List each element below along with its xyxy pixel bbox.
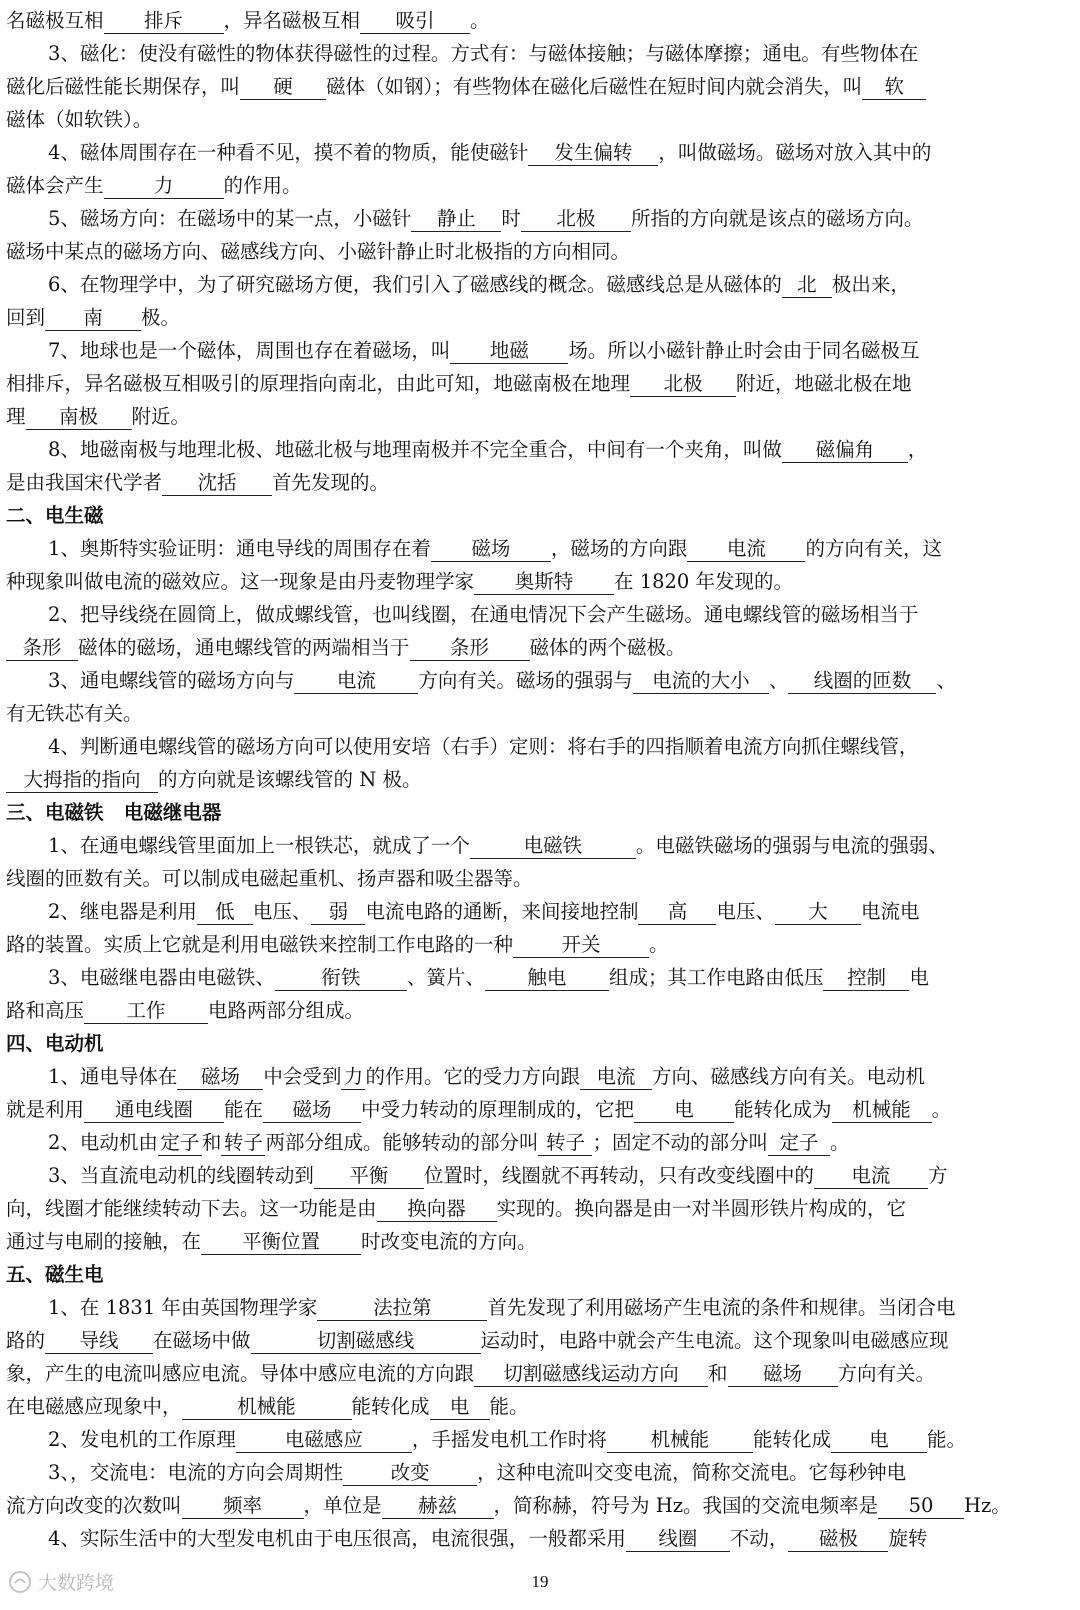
text-line bbox=[6, 631, 1038, 664]
fill-in-blank-answer: 转子 bbox=[538, 1131, 592, 1156]
fill-in-blank-answer: 高 bbox=[638, 900, 716, 925]
text-line bbox=[6, 664, 1080, 697]
fill-in-blank-answer: 南 bbox=[45, 306, 141, 331]
fill-in-blank-answer: 电磁感应 bbox=[236, 1428, 412, 1453]
text-segment: 种现象叫做电流的磁效应。这一现象是由丹麦物理学家 bbox=[6, 570, 475, 593]
text-segment: 方 bbox=[927, 1164, 948, 1187]
text-segment: 电压、 bbox=[252, 900, 312, 923]
text-segment: 3、磁化：使没有磁性的物体获得磁性的过程。方式有：与磁体接触；与磁体摩擦；通电。有些物体在 bbox=[48, 42, 919, 65]
text-segment: 5、磁场方向：在磁场中的某一点，小磁针 bbox=[48, 207, 412, 230]
section-heading bbox=[6, 1258, 1038, 1291]
fill-in-blank-answer: 平衡位置 bbox=[201, 1230, 361, 1255]
fill-in-blank-answer: 切割磁感线 bbox=[251, 1329, 481, 1354]
text-line bbox=[6, 961, 1080, 994]
fill-in-blank-answer: 电流 bbox=[687, 537, 805, 562]
text-segment: ，磁场的方向跟 bbox=[550, 537, 688, 560]
text-segment: 1、在通电螺线管里面加上一根铁芯，就成了一个 bbox=[48, 834, 470, 857]
fill-in-blank-answer: 电 bbox=[831, 1428, 927, 1453]
text-segment: 附近。 bbox=[131, 405, 191, 428]
fill-in-blank-answer: 吸引 bbox=[360, 9, 470, 34]
text-segment: ，这种电流叫交变电流，简称交流电。它每秒钟电 bbox=[477, 1461, 907, 1484]
text-segment: 的作用。 bbox=[223, 174, 302, 197]
text-line bbox=[6, 1192, 1038, 1225]
fill-in-blank-answer: 平衡 bbox=[314, 1164, 424, 1189]
text-segment: 不动， bbox=[729, 1527, 789, 1550]
text-line bbox=[6, 1489, 1038, 1522]
text-segment: 旋转 bbox=[888, 1527, 928, 1550]
text-segment: 场。所以小磁针静止时会由于同名磁极互 bbox=[568, 339, 920, 362]
page-number: 19 bbox=[531, 1572, 549, 1591]
fill-in-blank-answer: 改变 bbox=[343, 1461, 477, 1486]
text-segment: 路的 bbox=[6, 1329, 46, 1352]
fill-in-blank-answer: 大拇指的指向 bbox=[6, 768, 158, 793]
text-segment: 名磁极互相 bbox=[6, 9, 104, 32]
fill-in-blank-answer: 软 bbox=[862, 75, 926, 100]
text-segment: 8、地磁南极与地理北极、地磁北极与地理南极并不完全重合，中间有一个夹角，叫做 bbox=[48, 438, 782, 461]
fill-in-blank-answer: 电 bbox=[430, 1395, 490, 1420]
fill-in-blank-answer: 北极 bbox=[630, 372, 736, 397]
text-segment: 向，线圈才能继续转动下去。这一功能是由 bbox=[6, 1197, 377, 1220]
section-heading bbox=[6, 796, 1038, 829]
text-segment: 通过与电刷的接触，在 bbox=[6, 1230, 202, 1253]
text-segment: 能在 bbox=[224, 1098, 264, 1121]
text-segment: 磁体（如钢）；有些物体在磁化后磁性在短时间内就会消失，叫 bbox=[326, 75, 863, 98]
text-line bbox=[6, 763, 1038, 796]
text-line bbox=[6, 268, 1080, 301]
text-line bbox=[6, 334, 1080, 367]
text-line bbox=[6, 4, 1038, 37]
section-heading bbox=[6, 1027, 1038, 1060]
text-line bbox=[6, 466, 1038, 499]
text-segment: ，单位是 bbox=[303, 1494, 382, 1517]
fill-in-blank-answer: 转子 bbox=[221, 1131, 265, 1156]
text-segment: 就是利用 bbox=[6, 1098, 85, 1121]
text-segment: ；固定不动的部分叫 bbox=[592, 1131, 768, 1154]
fill-in-blank-answer: 触电 bbox=[485, 966, 609, 991]
text-line bbox=[6, 301, 1038, 334]
text-segment: 3、通电螺线管的磁场方向与 bbox=[48, 669, 295, 692]
text-segment: 4、实际生活中的大型发电机由于电压很高，电流很强，一般都采用 bbox=[48, 1527, 626, 1550]
text-line bbox=[6, 829, 1080, 862]
fill-in-blank-answer: 北极 bbox=[521, 207, 631, 232]
text-segment: 磁体（如软铁）。 bbox=[6, 108, 153, 131]
text-segment: 、簧片、 bbox=[406, 966, 485, 989]
text-segment: 在电磁感应现象中， bbox=[6, 1395, 182, 1418]
text-segment: 4、判断通电螺线管的磁场方向可以使用安培（右手）定则：将右手的四指顺着电流方向抓住螺线管， bbox=[48, 735, 919, 758]
text-line bbox=[6, 730, 1080, 763]
text-segment: 的方向有关，这 bbox=[805, 537, 942, 560]
text-line bbox=[6, 697, 1038, 730]
fill-in-blank-answer: 地磁 bbox=[450, 339, 568, 364]
text-segment: 极。 bbox=[141, 306, 181, 329]
text-segment: 理 bbox=[6, 405, 26, 428]
section-heading bbox=[6, 499, 1038, 532]
text-segment: 位置时，线圈就不再转动，只有改变线圈中的 bbox=[423, 1164, 814, 1187]
text-segment: 线圈的匝数有关。可以制成电磁起重机、扬声器和吸尘器等。 bbox=[6, 867, 533, 890]
text-line bbox=[6, 433, 1080, 466]
text-segment: 电压、 bbox=[716, 900, 775, 923]
text-line bbox=[6, 1291, 1080, 1324]
text-segment: 2、发电机的工作原理 bbox=[48, 1428, 236, 1451]
text-segment: 。电磁铁磁场的强弱与电流的强弱、 bbox=[635, 834, 948, 857]
text-line bbox=[6, 367, 1038, 400]
fill-in-blank-answer: 力 bbox=[341, 1065, 365, 1090]
text-segment: 2、电动机由 bbox=[48, 1131, 158, 1154]
fill-in-blank-answer: 法拉第 bbox=[317, 1296, 487, 1321]
text-segment: 。 bbox=[829, 1131, 850, 1154]
text-line bbox=[6, 1093, 1038, 1126]
text-segment: 附近，地磁北极在地 bbox=[736, 372, 912, 395]
fill-in-blank-answer: 机械能 bbox=[832, 1098, 932, 1123]
text-segment: 电路两部分组成。 bbox=[208, 999, 365, 1022]
fill-in-blank-answer: 定子 bbox=[768, 1131, 830, 1156]
fill-in-blank-answer: 控制 bbox=[823, 966, 909, 991]
text-segment: 磁体会产生 bbox=[6, 174, 104, 197]
text-segment: 路的装置。实质上它就是利用电磁铁来控制工作电路的一种 bbox=[6, 933, 514, 956]
fill-in-blank-answer: 机械能 bbox=[182, 1395, 352, 1420]
fill-in-blank-answer: 电磁铁 bbox=[470, 834, 636, 859]
text-line bbox=[6, 532, 1080, 565]
text-segment: 在 1820 年发现的。 bbox=[614, 570, 794, 593]
watermark-text: 大数跨境 bbox=[38, 1572, 115, 1594]
text-segment: 、 bbox=[768, 669, 789, 692]
text-line bbox=[6, 136, 1080, 169]
text-line bbox=[6, 1522, 1080, 1555]
text-segment: Hz。 bbox=[964, 1494, 1011, 1517]
fill-in-blank-answer: 磁场 bbox=[728, 1362, 838, 1387]
fill-in-blank-answer: 磁场 bbox=[431, 537, 551, 562]
fill-in-blank-answer: 电流 bbox=[814, 1164, 928, 1189]
fill-in-blank-answer: 工作 bbox=[84, 999, 208, 1024]
text-segment: ，叫做磁场。磁场对放入其中的 bbox=[658, 141, 932, 164]
text-segment: 磁体的两个磁极。 bbox=[529, 636, 686, 659]
fill-in-blank-answer: 频率 bbox=[182, 1494, 304, 1519]
text-segment: 。 bbox=[649, 933, 669, 956]
text-segment: 二、电生磁 bbox=[6, 504, 104, 527]
text-segment: 运动时，电路中就会产生电流。这个现象叫电磁感应现 bbox=[480, 1329, 949, 1352]
fill-in-blank-answer: 线圈的匝数 bbox=[788, 669, 936, 694]
fill-in-blank-answer: 定子 bbox=[158, 1131, 202, 1156]
fill-in-blank-answer: 低 bbox=[197, 900, 253, 925]
text-segment: 两部分组成。能够转动的部分叫 bbox=[265, 1131, 539, 1154]
text-line bbox=[6, 1159, 1080, 1192]
fill-in-blank-answer: 电流 bbox=[294, 669, 418, 694]
text-segment: 2、继电器是利用 bbox=[48, 900, 197, 923]
text-segment: 方向有关。 bbox=[837, 1362, 936, 1385]
text-segment: 能。 bbox=[489, 1395, 529, 1418]
text-segment: 的方向就是该螺线管的 N 极。 bbox=[158, 768, 422, 791]
text-segment: 极出来， bbox=[831, 273, 910, 296]
text-line bbox=[6, 928, 1038, 961]
text-segment: ，异名磁极互相 bbox=[223, 9, 361, 32]
fill-in-blank-answer: 力 bbox=[104, 174, 224, 199]
fill-in-blank-answer: 弱 bbox=[311, 900, 365, 925]
text-line bbox=[6, 565, 1038, 598]
fill-in-blank-answer: 硬 bbox=[240, 75, 326, 100]
text-segment: 象，产生的电流叫感应电流。导体中感应电流的方向跟 bbox=[6, 1362, 475, 1385]
fill-in-blank-answer: 电流的大小 bbox=[633, 669, 769, 694]
text-segment: 方向、磁感线方向有关。电动机 bbox=[651, 1065, 925, 1088]
text-segment: 电流电 bbox=[860, 900, 920, 923]
text-line bbox=[6, 598, 1080, 631]
text-segment: 组成；其工作电路由低压 bbox=[608, 966, 824, 989]
text-segment: 能。 bbox=[926, 1428, 966, 1451]
text-segment: 磁体的磁场，通电螺线管的两端相当于 bbox=[78, 636, 410, 659]
text-line bbox=[6, 1390, 1038, 1423]
text-segment: 磁化后磁性能长期保存，叫 bbox=[6, 75, 241, 98]
fill-in-blank-answer: 开关 bbox=[513, 933, 649, 958]
text-segment: 所指的方向就是该点的磁场方向。 bbox=[630, 207, 924, 230]
text-segment: 三、电磁铁 电磁继电器 bbox=[6, 801, 222, 824]
text-segment: 在磁场中做 bbox=[153, 1329, 251, 1352]
fill-in-blank-answer: 磁极 bbox=[788, 1527, 888, 1552]
text-line bbox=[6, 1225, 1038, 1258]
text-line bbox=[6, 1060, 1080, 1093]
text-segment: 流方向改变的次数叫 bbox=[6, 1494, 182, 1517]
text-line bbox=[6, 37, 1080, 70]
fill-in-blank-answer: 条形 bbox=[6, 636, 78, 661]
text-line bbox=[6, 235, 1038, 268]
fill-in-blank-answer: 电流 bbox=[580, 1065, 652, 1090]
text-segment: 能转化成为 bbox=[734, 1098, 832, 1121]
text-segment: 首先发现了利用磁场产生电流的条件和规律。当闭合电 bbox=[487, 1296, 956, 1319]
text-segment: 时 bbox=[501, 207, 521, 230]
text-segment: 四、电动机 bbox=[6, 1032, 104, 1055]
fill-in-blank-answer: 磁偏角 bbox=[782, 438, 908, 463]
text-segment: 中受力转动的原理制成的，它把 bbox=[361, 1098, 635, 1121]
text-line bbox=[6, 895, 1080, 928]
text-segment: 能转化成 bbox=[351, 1395, 430, 1418]
fill-in-blank-answer: 通电线圈 bbox=[84, 1098, 224, 1123]
fill-in-blank-answer: 导线 bbox=[45, 1329, 153, 1354]
text-segment: 磁场中某点的磁场方向、磁感线方向、小磁针静止时北极指的方向相同。 bbox=[6, 240, 631, 263]
text-segment: 是由我国宋代学者 bbox=[6, 471, 163, 494]
fill-in-blank-answer: 切割磁感线运动方向 bbox=[474, 1362, 708, 1387]
text-line bbox=[6, 400, 1038, 433]
text-segment: 电 bbox=[909, 966, 929, 989]
text-line bbox=[6, 1357, 1038, 1390]
text-segment: 五、磁生电 bbox=[6, 1263, 104, 1286]
text-segment: 实现的。换向器是由一对半圆形铁片构成的，它 bbox=[496, 1197, 907, 1220]
text-segment: 中会受到 bbox=[263, 1065, 342, 1088]
fill-in-blank-answer: 条形 bbox=[410, 636, 530, 661]
fill-in-blank-answer: 南极 bbox=[26, 405, 132, 430]
text-segment: 有无铁芯有关。 bbox=[6, 702, 143, 725]
text-segment: 6、在物理学中，为了研究磁场方便，我们引入了磁感线的概念。磁感线总是从磁体的 bbox=[48, 273, 782, 296]
text-segment: 方向有关。磁场的强弱与 bbox=[418, 669, 633, 692]
text-segment: 回到 bbox=[6, 306, 46, 329]
text-segment: 1、在 1831 年由英国物理学家 bbox=[48, 1296, 318, 1319]
text-segment: 能转化成 bbox=[752, 1428, 831, 1451]
fill-in-blank-answer: 赫兹 bbox=[382, 1494, 494, 1519]
text-segment: 3、，交流电：电流的方向会周期性 bbox=[48, 1461, 344, 1484]
fill-in-blank-answer: 磁场 bbox=[177, 1065, 263, 1090]
text-segment: 的作用。它的受力方向跟 bbox=[365, 1065, 580, 1088]
text-segment: ，手摇发电机工作时将 bbox=[411, 1428, 607, 1451]
text-segment: 。 bbox=[931, 1098, 952, 1121]
fill-in-blank-answer: 机械能 bbox=[607, 1428, 753, 1453]
text-line bbox=[6, 1423, 1080, 1456]
text-segment: 7、地球也是一个磁体，周围也存在着磁场，叫 bbox=[48, 339, 451, 362]
text-line bbox=[6, 1456, 1080, 1489]
text-segment: 3、当直流电动机的线圈转动到 bbox=[48, 1164, 314, 1187]
text-segment: 相排斥，异名磁极互相吸引的原理指向南北，由此可知，地磁南极在地理 bbox=[6, 372, 631, 395]
fill-in-blank-answer: 电 bbox=[634, 1098, 734, 1123]
text-segment: 、 bbox=[936, 669, 956, 692]
text-segment: 4、磁体周围存在一种看不见，摸不着的物质，能使磁针 bbox=[48, 141, 529, 164]
text-segment: 和 bbox=[201, 1131, 222, 1154]
fill-in-blank-answer: 线圈 bbox=[626, 1527, 730, 1552]
fill-in-blank-answer: 奥斯特 bbox=[474, 570, 614, 595]
text-line bbox=[6, 70, 1038, 103]
text-line bbox=[6, 994, 1038, 1027]
text-segment: 1、通电导体在 bbox=[48, 1065, 178, 1088]
text-segment: ， bbox=[907, 438, 928, 461]
fill-in-blank-answer: 静止 bbox=[411, 207, 501, 232]
text-segment: 3、电磁继电器由电磁铁、 bbox=[48, 966, 275, 989]
fill-in-blank-answer: 磁场 bbox=[263, 1098, 361, 1123]
text-segment: 首先发现的。 bbox=[272, 471, 390, 494]
text-segment: 电流电路的通断，来间接地控制 bbox=[365, 900, 639, 923]
text-segment: 路和高压 bbox=[6, 999, 85, 1022]
fill-in-blank-answer: 发生偏转 bbox=[528, 141, 658, 166]
text-line bbox=[6, 862, 1038, 895]
fill-in-blank-answer: 衔铁 bbox=[275, 966, 407, 991]
fill-in-blank-answer: 排斥 bbox=[104, 9, 224, 34]
text-line bbox=[6, 1324, 1038, 1357]
text-line bbox=[6, 103, 1038, 136]
fill-in-blank-answer: 换向器 bbox=[377, 1197, 497, 1222]
fill-in-blank-answer: 50 bbox=[878, 1494, 964, 1519]
text-line bbox=[6, 169, 1038, 202]
text-segment: 和 bbox=[708, 1362, 728, 1385]
text-segment: 1、奥斯特实验证明：通电导线的周围存在着 bbox=[48, 537, 431, 560]
text-line bbox=[6, 1126, 1080, 1159]
fill-in-blank-answer: 沈括 bbox=[162, 471, 272, 496]
text-segment: 时改变电流的方向。 bbox=[361, 1230, 537, 1253]
text-segment: 。 bbox=[470, 9, 490, 32]
text-segment: 2、把导线绕在圆筒上，做成螺线管，也叫线圈，在通电情况下会产生磁场。通电螺线管的磁场相当于 bbox=[48, 603, 919, 626]
text-line bbox=[6, 202, 1080, 235]
fill-in-blank-answer: 大 bbox=[775, 900, 861, 925]
text-segment: ，简称赫，符号为 Hz。我国的交流电频率是 bbox=[493, 1494, 879, 1517]
fill-in-blank-answer: 北 bbox=[782, 273, 832, 298]
